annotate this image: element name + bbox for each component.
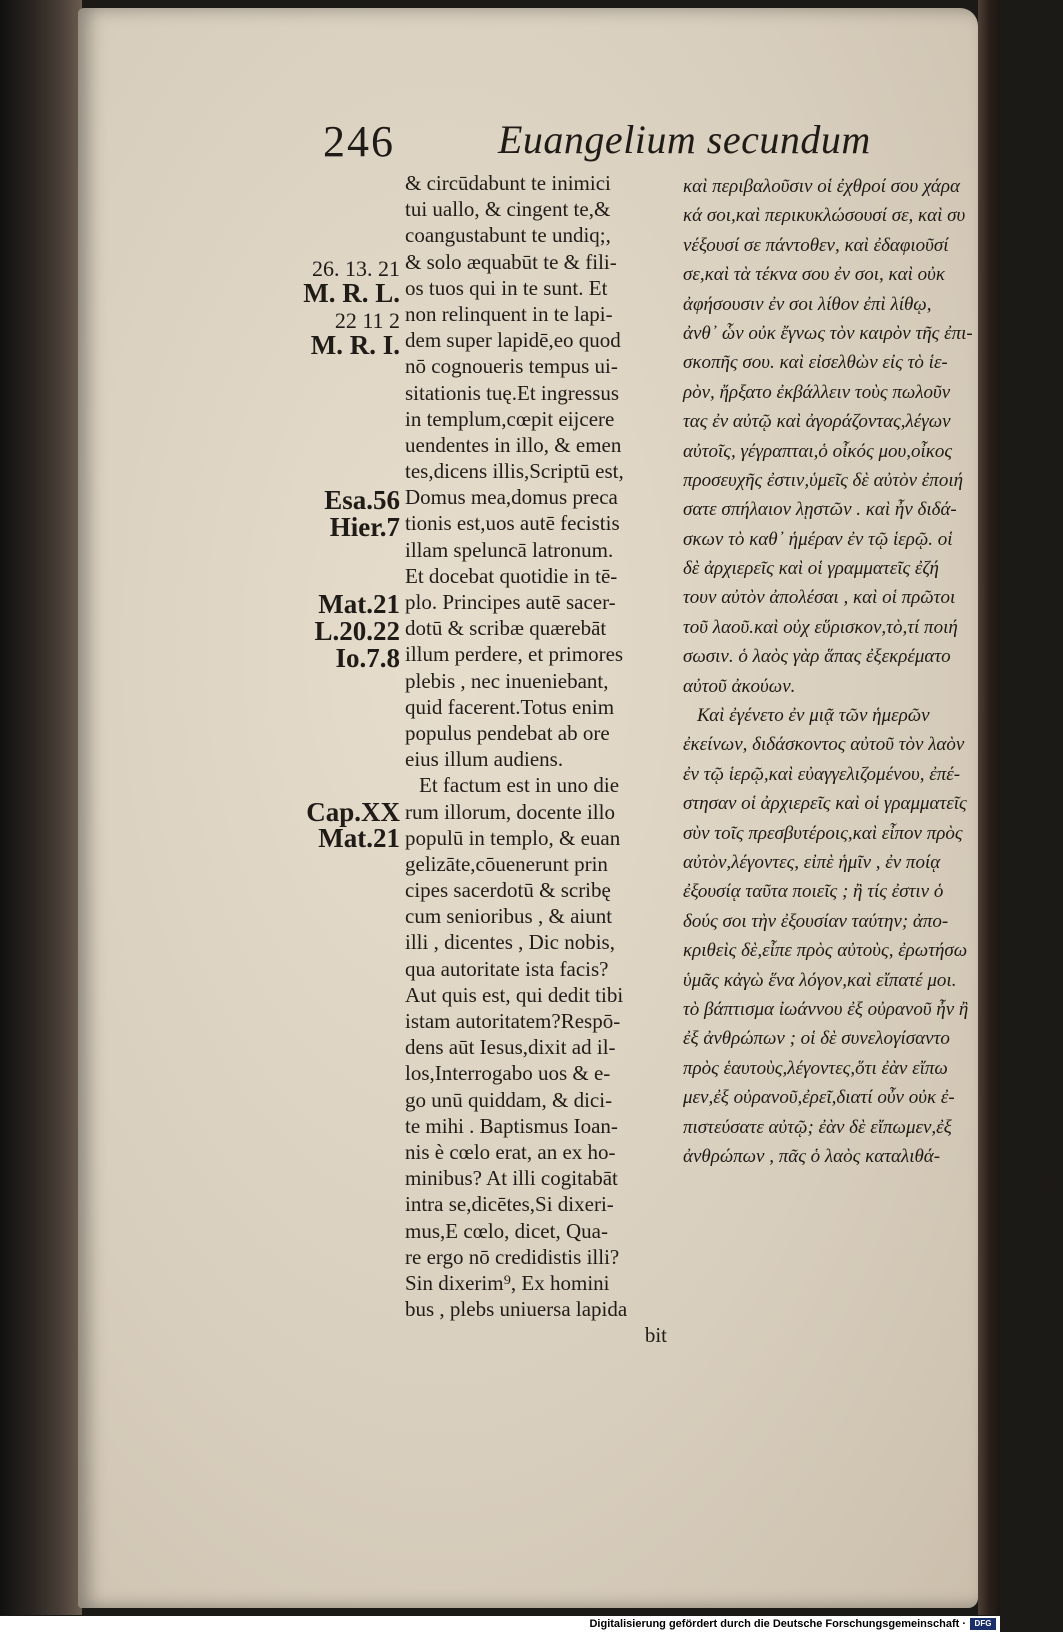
latin-line: sitationis tuę.Et ingressus	[405, 380, 620, 405]
margin-note: M. R. L.	[303, 278, 400, 308]
greek-line: ὑμᾶς κἀγὼ ἕνα λόγον,καὶ εἴπατέ μοι.	[683, 969, 957, 991]
greek-line: ἐν τῷ ἱερῷ,καὶ εὐαγγελιζομένου, ἐπέ-	[683, 763, 961, 785]
greek-line: σὺν τοῖς πρεσβυτέροις,καὶ εἶπον πρὸς	[683, 822, 963, 844]
digitization-footer	[0, 1616, 1000, 1632]
margin-note: Esa.56	[324, 485, 400, 515]
latin-line: & solo æquabūt te & fili-	[405, 249, 617, 274]
page-number: 246	[323, 117, 395, 166]
greek-line: ἀνθ᾽ ὧν οὐκ ἔγνως τὸν καιρὸν τῆς ἐπι-	[683, 322, 973, 344]
greek-line: ἐκείνων, διδάσκοντος αὐτοῦ τὸν λαὸν	[683, 734, 965, 756]
greek-line: ρὸν, ἤρξατο ἐκβάλλειν τοὺς πωλοῦν	[683, 381, 951, 403]
margin-note: M. R. I.	[310, 330, 400, 360]
greek-line: νέξουσί σε πάντοθεν, καὶ ἐδαφιοῦσί	[683, 234, 949, 256]
latin-line: dotū & scribæ quærebāt	[405, 616, 607, 641]
latin-line: plo. Principes autē sacer-	[405, 590, 616, 614]
book-page	[78, 8, 1063, 1608]
latin-line: nō cognoueris tempus ui-	[405, 354, 618, 379]
page-header	[323, 116, 923, 176]
greek-line: κριθεὶς δὲ,εἶπε πρὸς αὐτοὺς, ἐρωτήσω	[683, 940, 968, 962]
latin-line: los,Interrogabo uos & e-	[405, 1061, 611, 1086]
greek-text-column	[683, 172, 1063, 1201]
latin-line: tes,dicens illis,Scriptū est,	[405, 459, 624, 484]
greek-line: δὲ ἀρχιερεῖς καὶ οἱ γραμματεῖς ἐζή	[683, 558, 939, 580]
latin-line: in templum,cœpit eijcere	[405, 406, 615, 431]
greek-line: τὸ βάπτισμα ἰωάννου ἐξ οὐρανοῦ ἦν ἢ	[683, 998, 969, 1020]
latin-text-column	[405, 170, 667, 1348]
latin-line: rum illorum, docente illo	[405, 799, 615, 824]
latin-line: Et docebat quotidie in tē-	[405, 563, 618, 588]
greek-line: σωσιν. ὁ λαὸς γὰρ ἅπας ἐξεκρέματο	[683, 646, 951, 668]
margin-note: Hier.7	[329, 512, 400, 542]
margin-note: 22 11 2	[334, 308, 400, 333]
latin-line: intra se,dicētes,Si dixeri-	[405, 1192, 614, 1217]
latin-line: go unū quiddam, & dici-	[405, 1087, 613, 1112]
latin-line: Domus mea,domus preca	[405, 485, 618, 510]
margin-note: L.20.22	[314, 616, 400, 646]
greek-line: ἀφήσουσιν ἐν σοι λίθον ἐπὶ λίθῳ,	[683, 293, 932, 315]
latin-line: populus pendebat ab ore	[405, 720, 610, 745]
greek-line: ἐξουσίᾳ ταῦτα ποιεῖς ; ἢ τίς ἐστιν ὁ	[683, 881, 944, 903]
book-spine-edge	[0, 0, 82, 1615]
latin-line: gelizāte,cōuenerunt prin	[405, 851, 608, 876]
greek-line: ἐξ ἀνθρώπων ; οἱ δὲ συνελογίσαντο	[683, 1028, 950, 1050]
latin-line: nis è cœlo erat, an ex ho-	[405, 1139, 616, 1164]
latin-line: dem super lapidē,eo quod	[405, 328, 621, 353]
greek-line: τας ἐν αὐτῷ καὶ ἀγοράζοντας,λέγων	[683, 411, 951, 433]
greek-line: κά σοι,καὶ περικυκλώσουσί σε, καὶ συ	[683, 205, 966, 227]
greek-line: αὐτοῦ ἀκούων.	[683, 675, 796, 697]
greek-line: σατε σπήλαιον λῃστῶν . καὶ ἦν διδά-	[683, 499, 957, 521]
latin-line: tionis est,uos autē fecistis	[405, 511, 620, 536]
latin-line: uendentes in illo, & emen	[405, 432, 622, 457]
margin-note: Io.7.8	[335, 643, 400, 673]
latin-line: & circūdabunt te inimici	[405, 171, 611, 195]
latin-line: plebis , nec inueniebant,	[405, 668, 609, 693]
greek-line: σε,καὶ τὰ τέκνα σου ἐν σοι, καὶ οὐκ	[683, 264, 945, 286]
greek-line: ἀνθρώπων , πᾶς ὁ λαὸς καταλιθά-	[683, 1145, 941, 1167]
greek-line: προσευχῆς ἐστιν,ὑμεῖς δὲ αὐτὸν ἐποιή	[683, 469, 964, 491]
greek-line: σκοπῆς σου. καὶ εἰσελθὼν εἰς τὸ ἱε-	[683, 352, 948, 374]
latin-line: coangustabunt te undiq;,	[405, 223, 611, 248]
greek-line: πιστεύσατε αὐτῷ; ἐὰν δὲ εἴπωμεν,ἐξ	[683, 1116, 952, 1138]
page-right-edge	[978, 0, 1000, 1615]
latin-line: os tuos qui in te sunt. Et	[405, 275, 608, 300]
latin-line: te mihi . Baptismus Ioan-	[405, 1113, 618, 1138]
latin-line: Aut quis est, qui dedit tibi	[405, 982, 624, 1007]
margin-note: Mat.21	[318, 589, 400, 619]
greek-line: αὐτοῖς, γέγραπται,ὁ οἶκός μου,οἶκος	[683, 440, 953, 462]
latin-catchword: bit	[644, 1323, 667, 1348]
footer-credit: Digitalisierung gefördert durch die Deutsche Forschungsgemeinschaft ·	[589, 1618, 966, 1630]
latin-line: tui uallo, & cingent te,&	[405, 197, 611, 222]
latin-line: populū in templo, & euan	[405, 825, 621, 850]
latin-line: cipes sacerdotū & scribę	[405, 878, 611, 903]
greek-line: δούς σοι τὴν ἐξουσίαν ταύτην; ἀπο-	[683, 910, 949, 932]
greek-line: στησαν οἱ ἀρχιερεῖς καὶ οἱ γραμματεῖς	[683, 793, 967, 815]
latin-line: illi , dicentes , Dic nobis,	[405, 930, 615, 955]
greek-line: πρὸς ἑαυτοὺς,λέγοντες,ὅτι ἐὰν εἴπω	[683, 1057, 948, 1079]
latin-line: qua autoritate ista facis?	[405, 956, 609, 981]
latin-line: eius illum audiens.	[405, 747, 564, 772]
latin-line: dens aūt Iesus,dixit ad il-	[405, 1035, 616, 1060]
greek-catchword: σει	[1040, 1175, 1063, 1197]
latin-line: re ergo nō credidistis illi?	[405, 1244, 620, 1269]
latin-line: Sin dixerim⁹, Ex homini	[405, 1270, 610, 1295]
greek-line: καὶ περιβαλοῦσιν οἱ ἐχθροί σου χάρα	[683, 176, 960, 197]
margin-note: Cap.XX	[306, 797, 400, 827]
latin-line: non relinquent in te lapi-	[405, 301, 613, 326]
latin-line: mus,E cœlo, dicet, Qua-	[405, 1218, 608, 1243]
latin-line: Et factum est in uno die	[419, 773, 620, 798]
greek-line: Καὶ ἐγένετο ἐν μιᾷ τῶν ἡμερῶν	[697, 705, 930, 727]
greek-line: σκων τὸ καθ᾽ ἡμέραν ἐν τῷ ἱερῷ. οἱ	[683, 528, 953, 550]
latin-line: cum senioribus , & aiunt	[405, 904, 613, 929]
greek-line: αὐτὸν,λέγοντες, εἰπὲ ἡμῖν , ἐν ποίᾳ	[683, 851, 941, 873]
running-title: Euangelium secundum	[498, 117, 871, 162]
latin-line: istam autoritatem?Respō-	[405, 1009, 621, 1033]
margin-notes	[178, 8, 400, 1608]
dfg-logo-icon: DFG	[970, 1618, 996, 1630]
greek-line: μεν,ἐξ οὐρανοῦ,ἐρεῖ,διατί οὖν οὐκ ἐ-	[683, 1087, 955, 1109]
latin-line: bus , plebs uniuersa lapida	[405, 1297, 628, 1322]
margin-note: Mat.21	[318, 823, 400, 853]
latin-line: minibus? At illi cogitabāt	[405, 1166, 618, 1191]
latin-line: illam speluncā latronum.	[405, 537, 614, 562]
latin-line: illum perdere, et primores	[405, 642, 624, 667]
margin-note: 26. 13. 21	[312, 256, 400, 281]
latin-line: quid facerent.Totus enim	[405, 694, 615, 719]
greek-line: τουν αὐτὸν ἀπολέσαι , καὶ οἱ πρῶτοι	[683, 587, 956, 609]
greek-line: τοῦ λαοῦ.καὶ οὐχ εὕρισκον,τὸ,τί ποιή	[683, 616, 958, 638]
